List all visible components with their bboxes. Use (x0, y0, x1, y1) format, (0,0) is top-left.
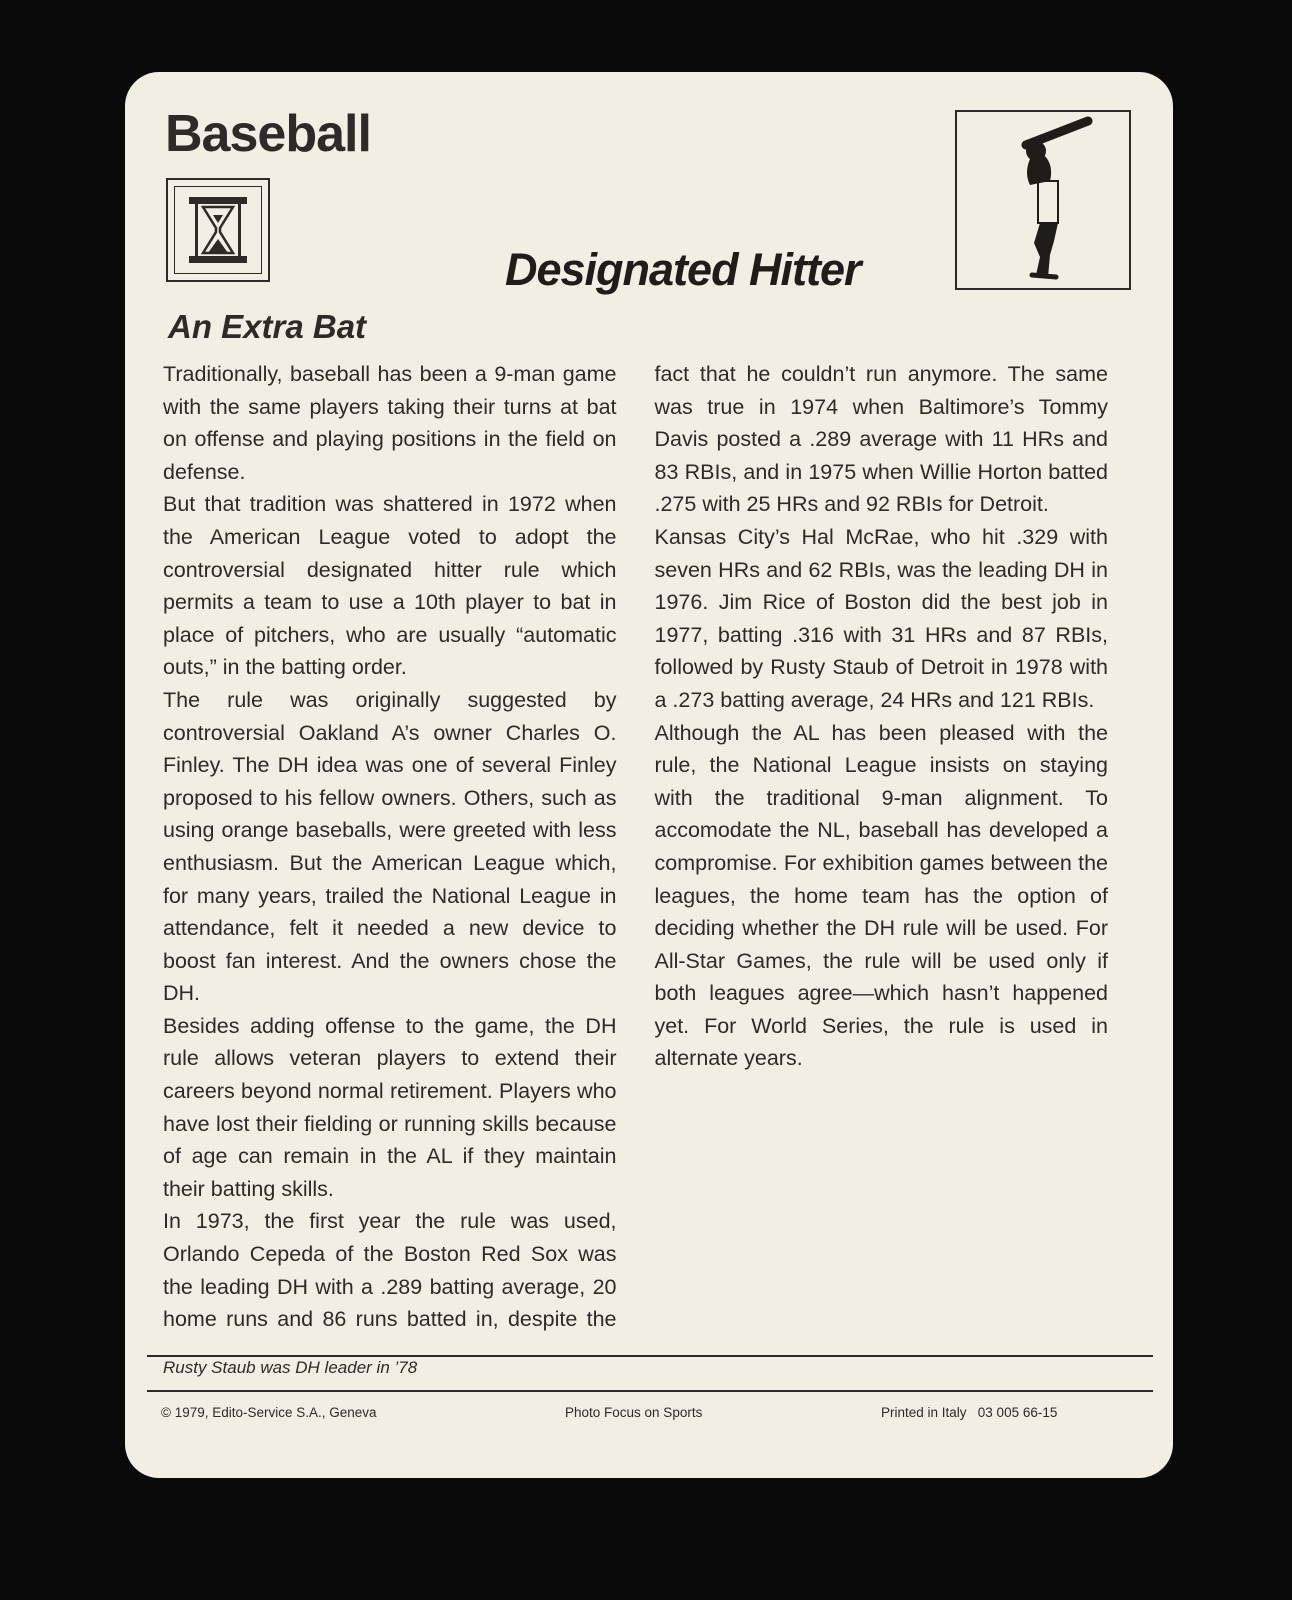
paragraph: The rule was originally suggested by controversial Oakland A’s owner Charles O. Finley. The DH idea was one of several Finley proposed to his fellow owners. Others, such as using orange baseballs, were greeted with less enthusiasm. But the American League which, for many years, trailed the National League in attendance, felt it needed a new device to boost fan interest. And the owners chose the DH. (163, 687, 617, 1006)
sport-title: Baseball (165, 105, 371, 163)
batter-icon (988, 115, 1098, 285)
paragraph: In 1973, the first year the rule was used, Orlando Cepeda of the Boston Red Sox was the leading DH with a .289 batting average, 20 home runs and 86 runs batted in, despite the fact that he couldn’t run anymore. The same was true in 1974 when Baltimore’s Tommy Davis posted a .289 average with 11 HRs and 83 RBIs, and in 1975 when Willie Horton batted .275 with 25 HRs and 92 RBIs for Detroit. (163, 362, 1108, 1332)
paragraph: Besides adding offense to the game, the DH rule allows veteran players to extend their careers beyond normal retirement. Players who have lost their fielding or running skills because of age can remain in the AL if they maintain their batting skills. (163, 1013, 617, 1201)
paragraph: Kansas City’s Hal McRae, who hit .329 with seven HRs and 62 RBIs, was the leading DH in 1976. Jim Rice of Boston did the best job in 1977, batting .316 with 31 HRs and 87 RBIs, followed by Rusty Staub of Detroit in 1978 with a .273 batting average, 24 HRs and 121 RBIs. (654, 524, 1108, 712)
card-subtitle: An Extra Bat (168, 308, 367, 345)
category-icon-frame (166, 178, 270, 282)
photo-credit: Photo Focus on Sports (565, 1405, 703, 1420)
paragraph: Traditionally, baseball has been a 9-man game with the same players taking their turns at bat on offense and playing positions in the field on defense. (163, 362, 617, 484)
copyright-text: © 1979, Edito-Service S.A., Geneva (161, 1405, 377, 1420)
batter-illustration-frame (955, 110, 1131, 290)
paragraph: Although the AL has been pleased with the rule, the National League insists on staying with the traditional 9-man alignment. To accomodate the NL, baseball has developed a compromise. For exhibition games between the leagues, the home team has the option of deciding whether the DH rule will be used. For All-Star Games, the rule will be used only if both leagues agree—which hasn’t happened yet. For World Series, the rule is used in alternate years. (654, 720, 1108, 1071)
photo-caption: Rusty Staub was DH leader in ’78 (163, 1358, 418, 1377)
sport-card (125, 72, 1173, 1478)
paragraph: But that tradition was shattered in 1972 when the American League voted to adopt the controversial designated hitter rule which permits a team to use a 10th player to bat in place of pitchers, who are usually “automatic outs,” in the batting order. (163, 492, 617, 680)
card-title: Designated Hitter (505, 244, 861, 295)
article-body (163, 358, 1108, 1348)
hourglass-icon (187, 195, 249, 265)
divider (147, 1390, 1153, 1392)
divider (147, 1355, 1153, 1357)
print-info: Printed in Italy 03 005 66-15 (881, 1405, 1058, 1420)
